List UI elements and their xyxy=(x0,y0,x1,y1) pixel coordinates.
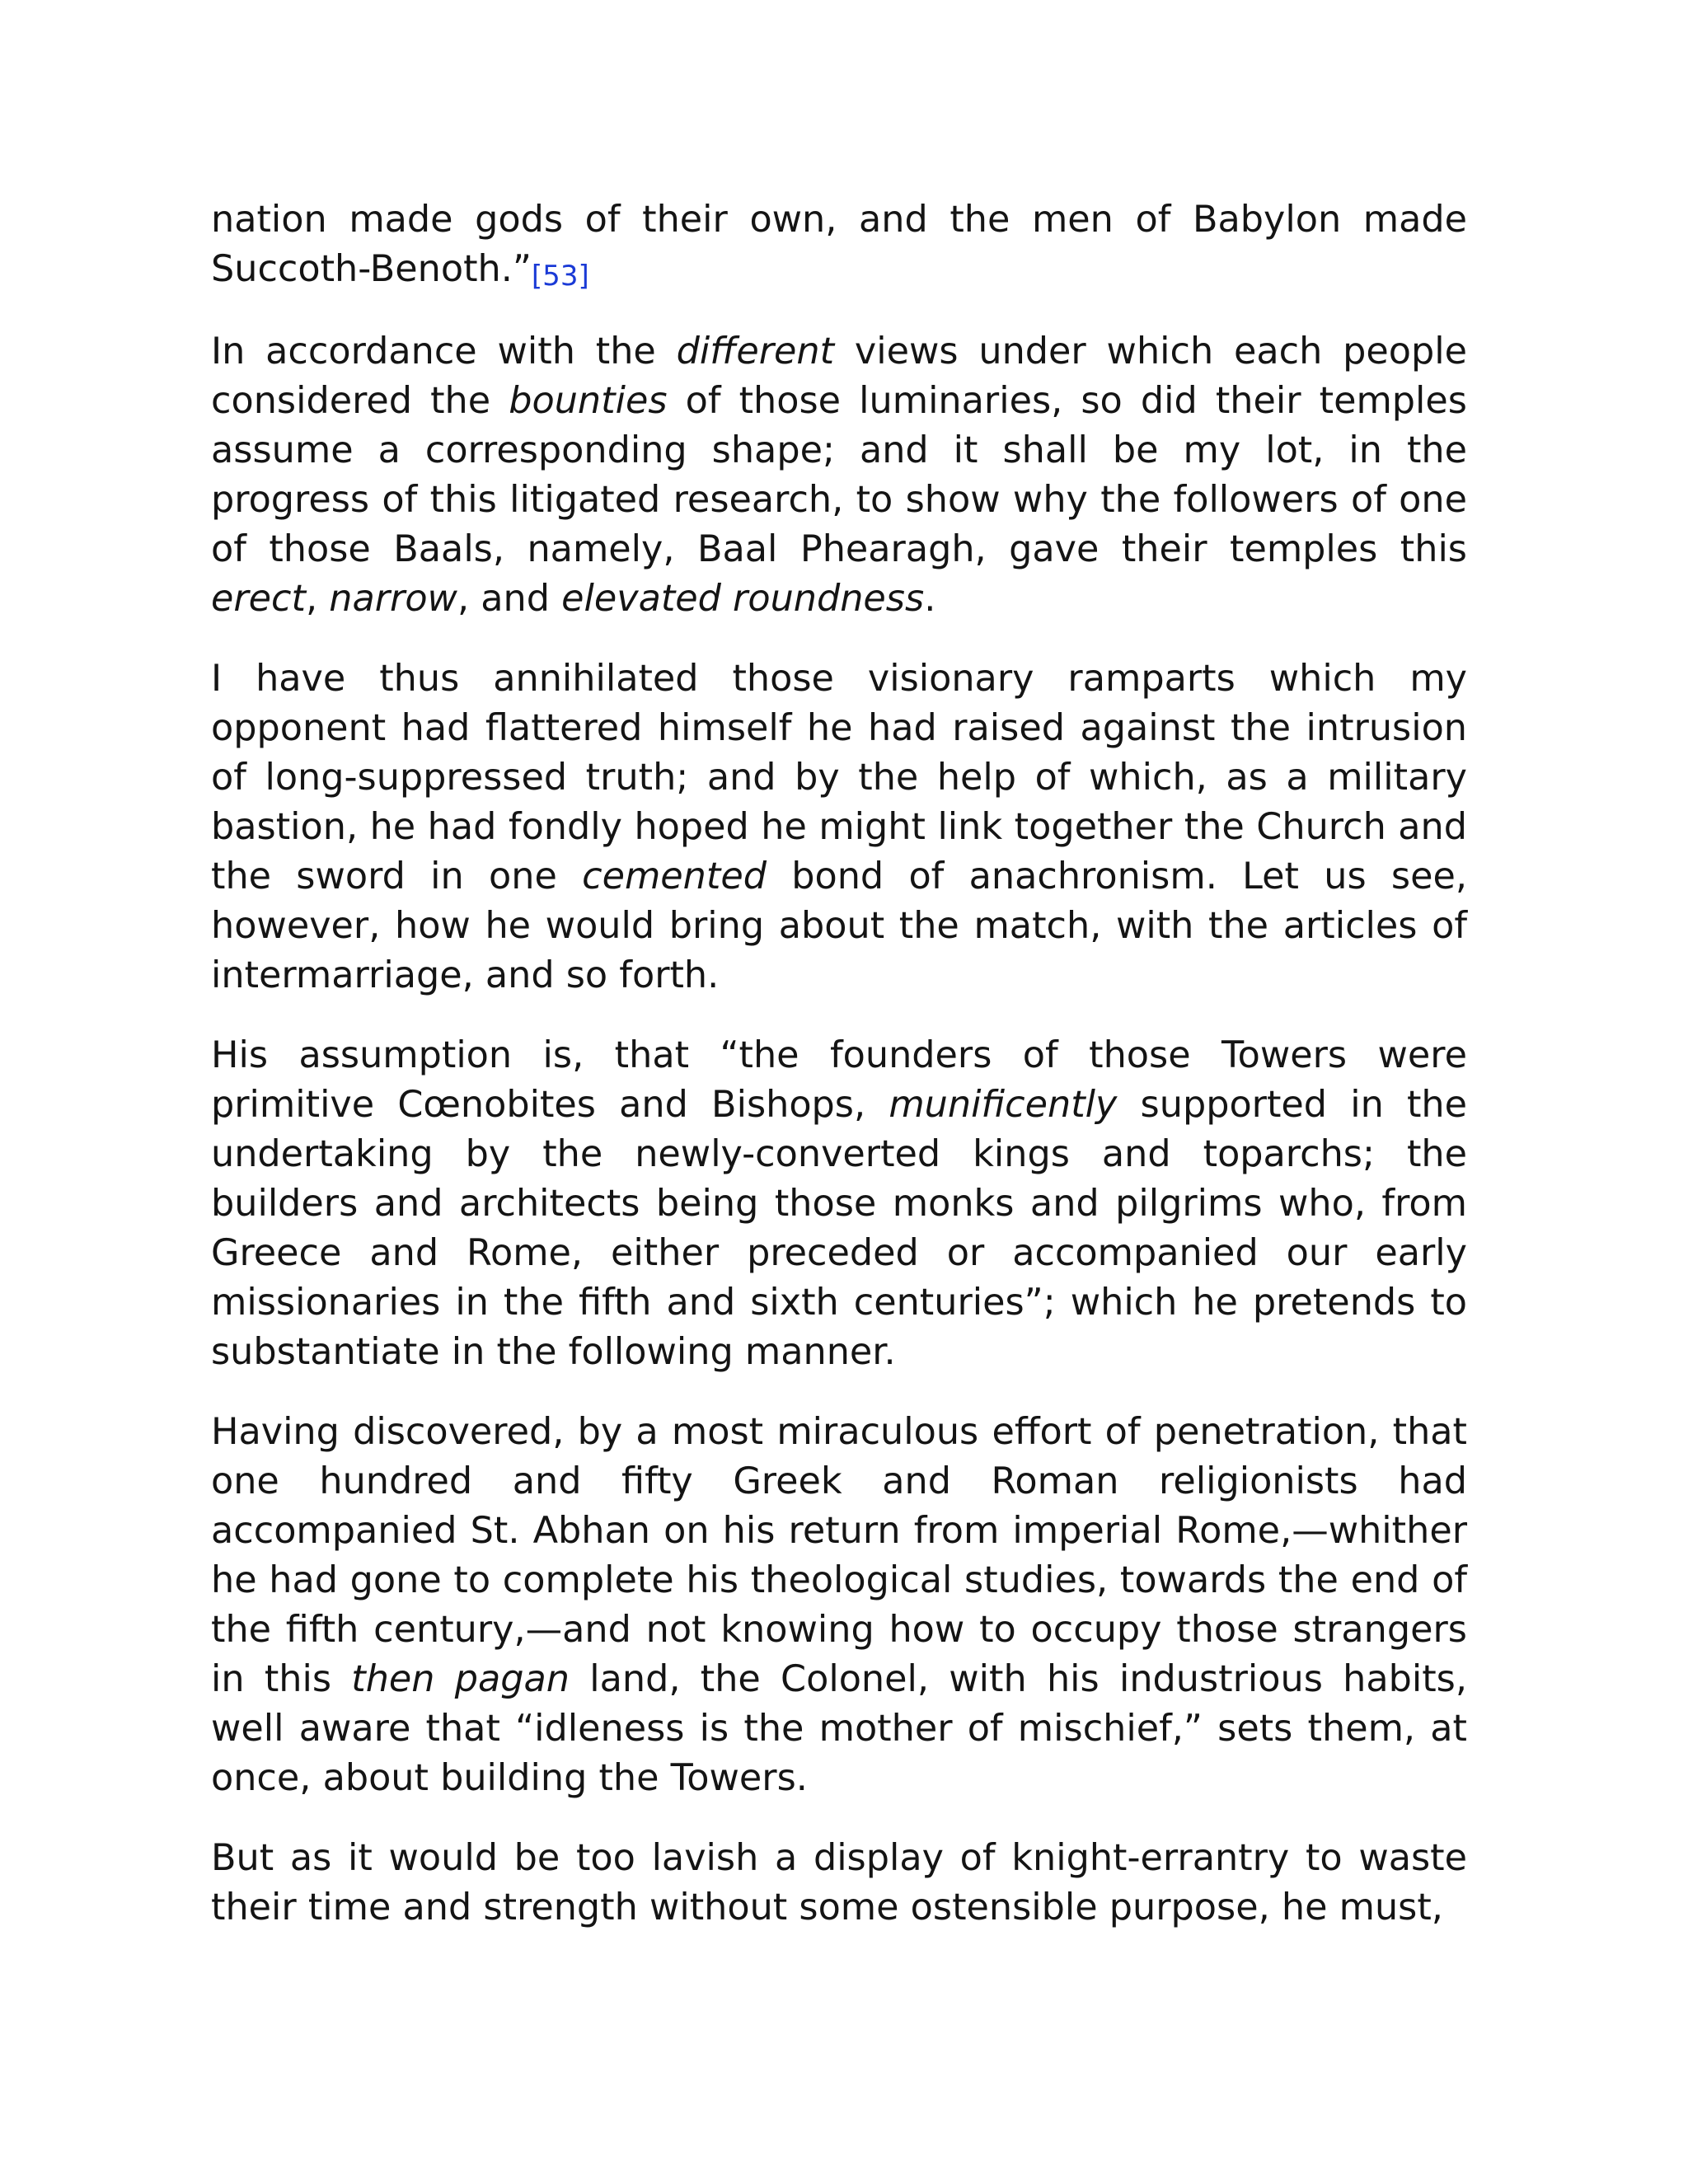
text-run: , and xyxy=(457,578,562,620)
paragraph xyxy=(211,1408,1467,1803)
document-page xyxy=(211,195,1467,1933)
text-run: In accordance with the xyxy=(211,330,677,373)
italic-text: cemented xyxy=(582,855,767,898)
paragraph xyxy=(211,1031,1467,1377)
text-run: bond of anachronism. Let us see, however, how he would bring about the match, with the articles of intermarriage, and so forth. xyxy=(211,855,1467,996)
text-run: But as it would be too lavish a display of knight-errantry to waste their time and strength without some ostensible purpose, he must, xyxy=(211,1837,1467,1929)
italic-text: narrow xyxy=(329,578,457,620)
paragraph xyxy=(211,195,1467,297)
text-run: nation made gods of their own, and the men of Babylon made Succoth-Benoth.” xyxy=(211,199,1467,290)
italic-text: erect xyxy=(211,578,306,620)
italic-text: munificently xyxy=(889,1084,1118,1126)
footnote-link[interactable]: [53] xyxy=(531,260,589,293)
paragraph xyxy=(211,327,1467,624)
text-run: of those luminaries, so did their temples assume a corresponding shape; and it shall be my lot, in the progress of this litigated research, to show why the followers of one of those Baals, namely, Baal Phearagh, gave their temples this xyxy=(211,380,1467,570)
text-run: I have thus annihilated those visionary ramparts which my opponent had flattered himself he had raised against the intrusion of long-suppressed truth; and by the help of which, as a military bastion, he had fondly hoped he might link together the Church and the sword in one xyxy=(211,658,1467,898)
text-run: views under which each people considered the xyxy=(211,330,1468,422)
paragraph xyxy=(211,1834,1467,1933)
paragraph xyxy=(211,654,1467,1001)
italic-text: then pagan xyxy=(351,1658,570,1700)
text-run: , xyxy=(305,578,330,620)
text-run: Having discovered, by a most miraculous effort of penetration, that one hundred and fifty Greek and Roman religionists had accompanied St. Abhan on his return from imperial Rome,—whither he had gone to complete his theological studies, towards the end of the fifth century,—and not knowing how to occupy those strangers in this xyxy=(211,1411,1467,1700)
text-run: land, the Colonel, with his industrious habits, well aware that “idleness is the mother of mischief,” sets them, at once, about building the Towers. xyxy=(211,1658,1467,1799)
text-run: supported in the undertaking by the newly-converted kings and toparchs; the builders and architects being those monks and pilgrims who, from Greece and Rome, either preceded or accompanied our early missionaries in the fifth and sixth centuries”; which he pretends to substantiate in the following manner. xyxy=(211,1084,1467,1373)
text-run: His assumption is, that “the founders of those Towers were primitive Cœnobites and Bishops, xyxy=(211,1034,1467,1126)
italic-text: bounties xyxy=(509,380,668,422)
italic-text: different xyxy=(676,330,835,373)
italic-text: elevated roundness xyxy=(561,578,925,620)
text-run: . xyxy=(924,578,936,620)
